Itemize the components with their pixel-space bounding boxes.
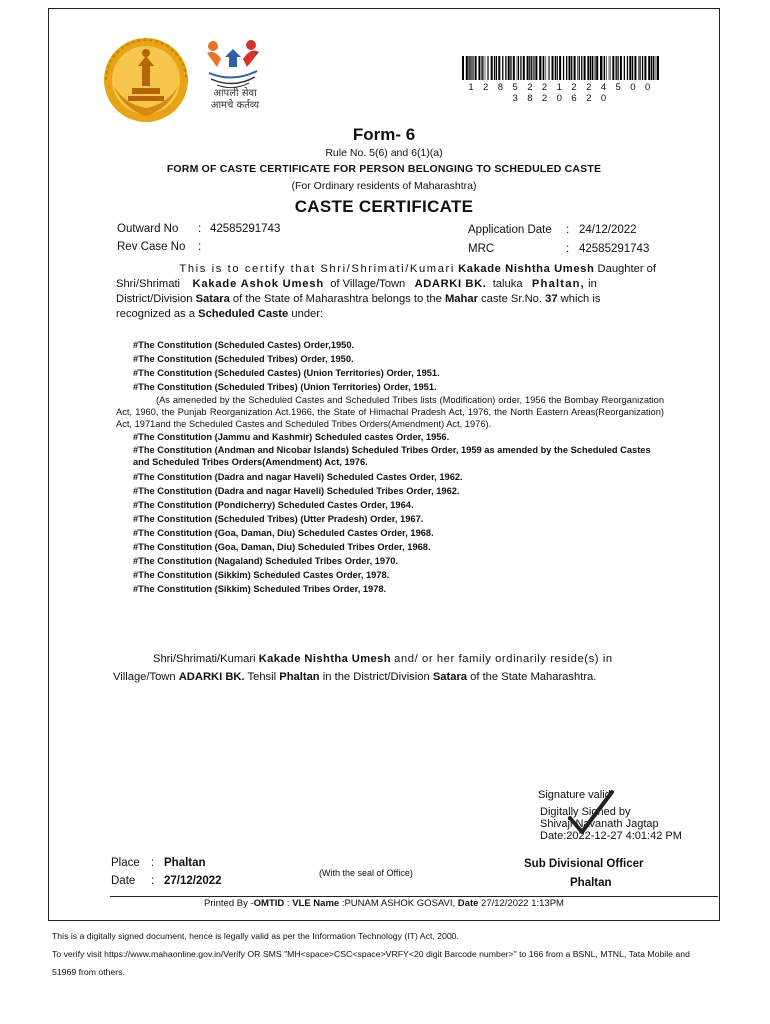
barcode-bar (502, 56, 503, 80)
appdate-label: Application Date (468, 224, 552, 236)
barcode-bar (563, 56, 564, 80)
barcode-bar (617, 56, 618, 80)
barcode-bar (523, 56, 525, 80)
outward-label: Outward No (117, 223, 179, 235)
place-sep: : (151, 857, 155, 869)
signature-line: Shivaji Navanath Jagtap (540, 818, 659, 830)
barcode-bar (651, 56, 652, 80)
cert-text: under: (291, 308, 324, 320)
residence-text: Shri/Shrimati/Kumari (153, 653, 256, 665)
barcode-bar (527, 56, 529, 80)
barcode-bar (594, 56, 595, 80)
order-item: #The Constitution (Andman and Nicobar Islands) Scheduled Tribes Order, 1959 as amended by the Scheduled Castes and Scheduled Tribes Orders(Amendment) Act, 1976. (133, 445, 651, 467)
barcode-bar (475, 56, 477, 80)
cert-text: which is (560, 293, 601, 305)
barcode-bar (520, 56, 521, 80)
barcode (462, 56, 660, 80)
order-item: #The Constitution (Scheduled Tribes) (Union Territories) Order, 1951. (133, 382, 437, 392)
barcode-bar (592, 56, 593, 80)
constitution-orders-list (116, 338, 664, 596)
officer-place: Phaltan (570, 877, 612, 889)
resident-district: Satara (432, 671, 468, 683)
footer-line: This is a digitally signed document, hence is legally valid as per the Information Technology (IT) Act, 2000. (52, 931, 459, 941)
barcode-bar (531, 56, 532, 80)
cert-text: Daughter of (597, 263, 656, 275)
taluka-name: Phaltan, (531, 278, 585, 290)
order-item: #The Constitution (Scheduled Castes) Order,1950. (133, 340, 355, 350)
barcode-bar (620, 56, 622, 80)
candidate-name: Kakade Nishtha Umesh (458, 263, 595, 275)
order-item: #The Constitution (Nagaland) Scheduled Tribes Order, 1970. (133, 556, 399, 566)
order-item: #The Constitution (Scheduled Tribes) (Utter Pradesh) Order, 1967. (133, 514, 424, 524)
caste-serial-number: 37 (545, 293, 558, 305)
date-label: Date (111, 875, 136, 887)
printed-date-label: Date (457, 898, 479, 909)
barcode-bar (470, 56, 471, 80)
footer-note (52, 927, 690, 981)
caste-category: Scheduled Caste (198, 308, 289, 320)
printed-prefix: Printed By - (204, 898, 254, 909)
barcode-bar (612, 56, 614, 80)
printed-date-value: 27/12/2022 1:13PM (478, 898, 564, 909)
barcode-bar (600, 56, 602, 80)
barcode-bar (624, 56, 625, 80)
barcode-bar (482, 56, 483, 80)
barcode-bar (478, 56, 480, 80)
residence-text: Village/Town (113, 671, 176, 683)
barcode-bar (571, 56, 572, 80)
barcode-bar (543, 56, 544, 80)
signature-line: Date:2022-12-27 4:01:42 PM (540, 830, 682, 842)
barcode-bar (639, 56, 640, 80)
barcode-bar (555, 56, 556, 80)
barcode-bar (579, 56, 580, 80)
place-value: Phaltan (164, 857, 206, 869)
residence-text: of the State Maharashtra. (470, 671, 597, 683)
signature-line: Digitally Signed by (540, 806, 631, 818)
barcode-bar (549, 56, 550, 80)
divider (110, 896, 718, 897)
form-title: FORM OF CASTE CERTIFICATE FOR PERSON BELONGING TO SCHEDULED CASTE (166, 163, 602, 175)
footer-line: To verify visit https://www.mahaonline.gov.in/Verify OR SMS "MH<space>CSC<space>VRFY<20 digit Barcode number>" to 166 from a BSNL, MTNL, Tata Mobile and (52, 949, 690, 959)
vle-label: VLE Name (292, 898, 340, 909)
cert-line-3 (116, 292, 656, 307)
order-item: #The Constitution (Goa, Daman, Diu) Scheduled Tribes Order, 1968. (133, 542, 431, 552)
place-label: Place (111, 857, 140, 869)
order-item: #The Constitution (Sikkim) Scheduled Castes Order, 1978. (133, 570, 390, 580)
barcode-bar (590, 56, 591, 80)
footer-line: 51969 from others. (52, 967, 125, 977)
barcode-number: 1 2 8 5 2 2 1 2 2 4 5 0 0 3 8 2 0 6 2 0 (468, 82, 654, 104)
barcode-bar (546, 56, 547, 80)
outward-value: 42585291743 (210, 223, 281, 235)
barcode-bar (642, 56, 643, 80)
village-name: ADARKI BK. (414, 278, 487, 290)
cert-line-4 (116, 307, 656, 322)
barcode-bar (498, 56, 500, 80)
outward-sep: : (198, 223, 202, 235)
barcode-bar (648, 56, 650, 80)
barcode-bar (581, 56, 582, 80)
barcode-bar (603, 56, 604, 80)
date-sep: : (151, 875, 155, 887)
barcode-bar (542, 56, 543, 80)
cert-text: recognized as a (116, 308, 195, 320)
order-item: #The Constitution (Scheduled Castes) (Union Territories) Order, 1951. (133, 368, 440, 378)
barcode-bar (510, 56, 511, 80)
barcode-bar (596, 56, 598, 80)
barcode-bar (535, 56, 537, 80)
aaple-seva-text (200, 88, 270, 112)
aaple-seva-line2: आमचे कर्तव्य (210, 100, 260, 111)
barcode-bar (557, 56, 558, 80)
resident-name: Kakade Nishtha Umesh (258, 653, 392, 665)
rule-number: Rule No. 5(6) and 6(1)(a) (325, 147, 443, 159)
barcode-bar (539, 56, 541, 80)
order-item: #The Constitution (Goa, Daman, Diu) Scheduled Castes Order, 1968. (133, 528, 434, 538)
barcode-bar (584, 56, 586, 80)
barcode-bar (468, 56, 469, 80)
revcase-label: Rev Case No (117, 241, 186, 253)
cert-line-1 (116, 262, 656, 277)
residence-line-2 (113, 668, 673, 686)
cert-text: of the State of Maharashtra belongs to the (232, 293, 442, 305)
form-number: Form- 6 (352, 125, 416, 144)
cert-text: in (588, 278, 597, 290)
barcode-bar (481, 56, 482, 80)
barcode-bar (657, 56, 659, 80)
appdate-value: 24/12/2022 (579, 224, 637, 236)
printed-sep: : (284, 898, 293, 909)
barcode-bar (629, 56, 631, 80)
barcode-bar (491, 56, 493, 80)
date-value: 27/12/2022 (164, 875, 222, 887)
residents-note: (For Ordinary residents of Maharashtra) (291, 180, 477, 192)
barcode-bar (548, 56, 549, 80)
father-name: Kakade Ashok Umesh (192, 278, 324, 290)
barcode-bar (655, 56, 656, 80)
residence-text: in the District/Division (322, 671, 430, 683)
resident-tehsil: Phaltan (279, 671, 320, 683)
barcode-bar (517, 56, 518, 80)
barcode-bar (627, 56, 628, 80)
aaple-sarkar-logo-icon (203, 37, 263, 92)
barcode-bar (462, 56, 464, 80)
appdate-sep: : (566, 224, 570, 236)
barcode-bar (466, 56, 468, 80)
cert-text: of Village/Town (330, 278, 406, 290)
mrc-sep: : (566, 243, 570, 255)
barcode-bar (574, 56, 576, 80)
order-item: #The Constitution (Dadra and nagar Haveli) Scheduled Castes Order, 1962. (133, 472, 463, 482)
barcode-bar (569, 56, 571, 80)
barcode-bar (473, 56, 474, 80)
residence-text: and/ or her family ordinarily reside(s) in (394, 653, 613, 665)
seal-note: (With the seal of Office) (319, 868, 413, 878)
officer-designation: Sub Divisional Officer (524, 858, 644, 870)
order-item: #The Constitution (Sikkim) Scheduled Tribes Order, 1978. (133, 584, 387, 594)
barcode-bar (566, 56, 567, 80)
cert-text: District/Division (116, 293, 193, 305)
residence-text: Tehsil (247, 671, 277, 683)
barcode-bar (494, 56, 495, 80)
barcode-bar (616, 56, 617, 80)
printed-by (48, 898, 720, 909)
barcode-bar (634, 56, 636, 80)
barcode-bar (487, 56, 488, 80)
barcode-bar (606, 56, 607, 80)
cert-line-2 (116, 277, 656, 292)
revcase-sep: : (198, 241, 202, 253)
caste-name: Mahar (444, 293, 478, 305)
barcode-bar (472, 56, 473, 80)
barcode-bar (496, 56, 497, 80)
barcode-bar (488, 56, 489, 80)
barcode-bar (656, 56, 657, 80)
signature-tick-icon (568, 788, 614, 838)
barcode-bar (604, 56, 605, 80)
order-item: #The Constitution (Scheduled Tribes) Order, 1950. (133, 354, 354, 364)
barcode-bar (632, 56, 633, 80)
mrc-label: MRC (468, 243, 495, 255)
certification-paragraph (116, 262, 656, 322)
barcode-bar (552, 56, 554, 80)
order-item: #The Constitution (Dadra and nagar Haveli) Scheduled Tribes Order, 1962. (133, 486, 460, 496)
amendment-note: (As ameneded by the Scheduled Castes and Scheduled Tribes lists (Modification) order, 1956 the Bombay Reorganization Act, 1960, the Punjab Reorganization Act.1966, the State of Himachal Pradesh Act, 1976, the North Eastern Areas(Reorganization) Act, 1971and the Scheduled Castes and Scheduled Tribes Orders(Amendment) Act, 1976). (116, 395, 664, 429)
printed-omtid: OMTID (253, 898, 285, 909)
barcode-bar (577, 56, 578, 80)
residence-paragraph (113, 650, 673, 686)
barcode-bar (533, 56, 534, 80)
barcode-bar (610, 56, 611, 80)
order-item: #The Constitution (Pondicherry) Scheduled Castes Order, 1964. (133, 500, 414, 510)
barcode-bar (595, 56, 596, 80)
barcode-bar (609, 56, 610, 80)
barcode-bar (529, 56, 530, 80)
certificate-title: CASTE CERTIFICATE (294, 197, 474, 216)
signature-valid: Signature valid (538, 789, 611, 801)
barcode-bar (644, 56, 646, 80)
barcode-bar (534, 56, 535, 80)
barcode-bar (518, 56, 519, 80)
district-name: Satara (195, 293, 230, 305)
barcode-bar (653, 56, 654, 80)
resident-village: ADARKI BK. (178, 671, 245, 683)
cert-text: This is to certify that Shri/Shrimati/Kumari (179, 263, 455, 275)
mrc-value: 42585291743 (579, 243, 650, 255)
barcode-bar (638, 56, 639, 80)
maharashtra-emblem-icon (102, 36, 190, 124)
order-item: #The Constitution (Jammu and Kashmir) Scheduled castes Order, 1956. (133, 432, 450, 442)
residence-line-1 (113, 650, 673, 668)
barcode-bar (505, 56, 506, 80)
barcode-bar (587, 56, 589, 80)
cert-text: Shri/Shrimati (116, 278, 181, 290)
cert-text: caste Sr.No. (481, 293, 542, 305)
barcode-bar (508, 56, 510, 80)
barcode-bar (485, 56, 486, 80)
cert-text: taluka (492, 278, 523, 290)
barcode-bar (559, 56, 561, 80)
vle-value: :PUNAM ASHOK GOSAVI, (339, 898, 458, 909)
barcode-bar (513, 56, 515, 80)
aaple-seva-line1: आपली सेवा (213, 88, 257, 99)
